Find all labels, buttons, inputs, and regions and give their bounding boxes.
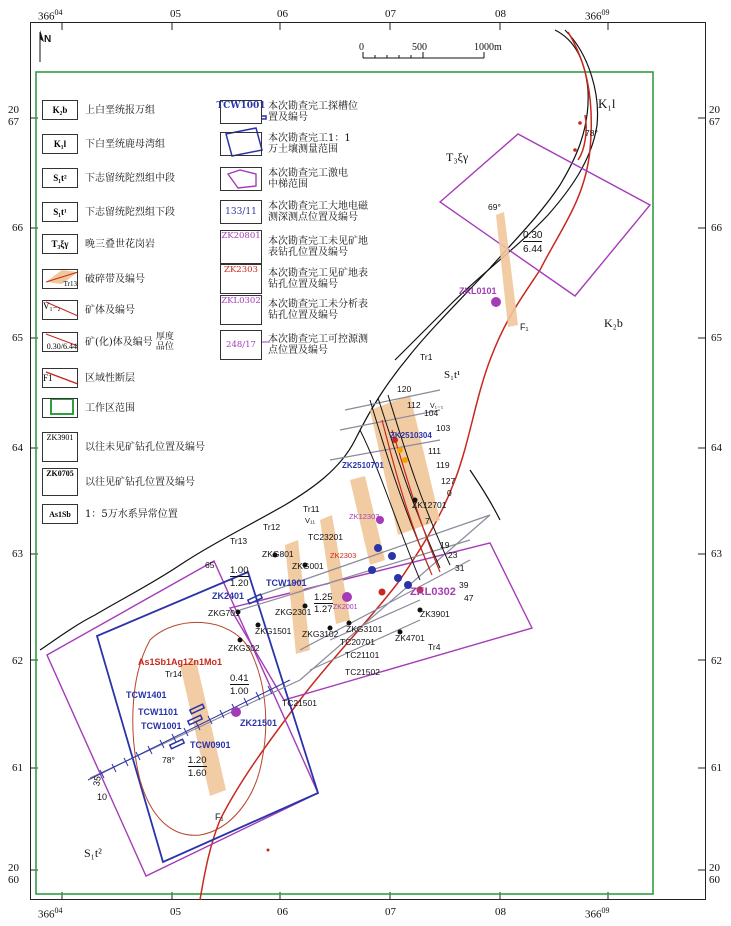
label-f1-north: F₁ [520,322,529,332]
grid-bottom-06: 06 [277,906,288,918]
grid-right-60: 20 60 [709,862,720,886]
label-dip-78a: 78° [585,128,598,138]
label-tcw1401: TCW1401 [126,690,167,700]
grid-bottom-right: $366^{09}$ [585,906,610,921]
legend-item-csamt-point: 248/17 本次勘查完工可控源测点位置及编号 [220,330,368,360]
legend-symbol: ZK20801 [220,230,262,264]
grid-right-64: 64 [711,442,722,454]
legend-symbol: K₁l [42,134,78,154]
legend-symbol: As1Sb [42,504,78,524]
label-0: 0 [447,488,452,498]
legend-item-trench: TCW1001 本次勘查完工探槽位置及编号 [216,101,358,123]
label-k1l: K₁l [598,96,616,111]
label-tcw0901: TCW0901 [190,740,231,750]
label-zk2001: ZK2001 [333,604,358,611]
legend-symbol: V₁₋₂ [42,300,78,320]
grid-bottom-07: 07 [385,906,396,918]
label-zkg2301: ZKG2301 [275,607,312,617]
label-47: 47 [464,593,474,603]
label-zk12701: ZK12701 [412,500,447,510]
grid-top-05: 05 [170,8,181,20]
grid-right-61: 61 [711,762,722,774]
label-tr13: Tr13 [230,536,248,546]
legend-symbol [220,132,262,156]
grid-top-prefix: $366^{04}$ [38,8,63,23]
legend-symbol: 248/17 [220,330,262,360]
label-zk3901: ZK3901 [420,609,450,619]
label-zkg001: ZKG001 [292,561,324,571]
grid-left-66: 66 [12,222,23,234]
grid-left-65: 65 [12,332,23,344]
grid-left-61: 61 [12,762,23,774]
legend-item-work-area: 工作区范围 [42,396,135,420]
label-grade-160: 1.60 [188,768,207,779]
label-119: 119 [436,460,450,470]
label-f1-south: F₁ [215,812,224,822]
label-zk2510701: ZK2510701 [342,461,384,470]
label-39: 39 [459,580,469,590]
legend-item-granite: T₃ξγ 晚三叠世花岗岩 [42,232,155,256]
label-10: 10 [97,792,108,802]
label-65: 65 [205,560,215,570]
label-dip-69: 69° [488,202,501,212]
label-zk2510304: ZK2510304 [390,431,432,440]
legend-item-orebody: V₁₋₂ 矿体及编号 [42,298,135,322]
label-tc23201: TC23201 [308,532,343,542]
grid-bottom-05: 05 [170,906,181,918]
label-tcw1101: TCW1101 [138,707,179,717]
ip-survey-area-ne [440,134,650,296]
label-s1t2: S₁t² [84,846,102,860]
label-120: 120 [397,384,412,394]
label-127: 127 [441,476,456,486]
label-112: 112 [407,400,421,410]
label-tc21101: TC21101 [345,650,380,660]
label-111: 111 [428,446,441,456]
label-thick-100: 1.00 [230,565,249,576]
legend-symbol: TCW1001 [220,100,262,124]
legend-item-s1t2: S₁t² 下志留统陀烈组中段 [42,166,175,190]
label-dip-78b: 78° [162,755,175,765]
legend-symbol: ZK3901 [42,432,78,462]
label-zk21501: ZK21501 [240,718,278,728]
label-zk12303: ZK12303 [349,512,380,521]
label-zk4701: ZK4701 [395,633,425,643]
label-tr11: Tr11 [303,504,320,514]
legend-item-mineralized: 0.30/6.44 矿(化)体及编号 厚度 品位 [42,330,174,354]
label-tr4: Tr4 [428,642,441,652]
label-zk2303: ZK2303 [330,551,357,560]
grid-top-07: 07 [385,8,396,20]
legend-symbol: T₃ξγ [42,234,78,254]
grid-right-65: 65 [711,332,722,344]
legend-symbol: 133/11 [220,200,262,224]
label-s1t1: S₁t¹ [444,369,461,381]
legend-symbol [220,167,262,191]
label-tr12: Tr12 [263,522,281,532]
label-v1: V₁₋₁ [430,403,444,410]
legend-item-new-barren-hole: ZK20801 本次勘查完工未见矿地表钻孔位置及编号 [220,230,368,264]
label-tc20701: TC20701 [340,637,375,647]
legend-symbol: ZKL0302 [220,295,262,325]
grid-left-62: 62 [12,655,23,667]
grid-bottom-08: 08 [495,906,506,918]
label-thick-120b: 1.20 [188,755,207,766]
label-103: 103 [436,423,451,433]
label-tcw1001: TCW1001 [141,721,182,731]
legend-symbol [42,398,78,418]
grid-right-67: 20 67 [709,104,720,128]
label-t3-granite: T₃ξγ [446,150,469,164]
legend-item-soil-survey: 本次勘查完工1：1万土壤测量范围 [220,130,360,158]
label-grade-127: 1.27 [314,604,333,615]
grid-left-67: 20 67 [8,104,19,128]
legend-item-fault: F1 区域性断层 [42,366,135,390]
scale-zero: 0 [359,42,364,53]
legend-item-mt-point: 133/11 本次勘查完工大地电磁测深测点位置及编号 [220,198,368,226]
label-tr1: Tr1 [420,352,433,362]
legend-symbol: F1 [42,368,78,388]
grid-right-62: 62 [711,655,722,667]
legend-symbol: S₁t² [42,168,78,188]
label-thick-041: 0.41 [230,673,249,684]
legend-symbol: ZK2303 [220,264,262,294]
label-anomaly: As1Sb1Ag1Zn1Mo1 [138,657,223,667]
legend-symbol: K₂b [42,100,78,120]
label-19: 19 [440,540,450,550]
scale-end: 1000m [474,42,502,53]
legend-symbol: 0.30/6.44 [42,332,78,352]
label-zkg801: ZKG801 [262,549,294,559]
grid-left-64: 64 [12,442,23,454]
grid-left-60: 20 60 [8,862,19,886]
legend-item-unanalyzed-hole: ZKL0302 本次勘查完工未分析表钻孔位置及编号 [220,295,368,325]
grid-left-63: 63 [12,548,23,560]
label-104: 104 [424,408,439,418]
label-zkl0101: ZKL0101 [459,286,497,296]
legend-item-fracture: Tr13 破碎带及编号 [42,267,145,291]
label-zkg302: ZKG302 [228,643,260,653]
label-v11: V₁₁ [305,516,316,525]
label-zk2401: ZK2401 [212,591,245,601]
label-zkg1501: ZKG1501 [255,626,292,636]
label-k2b: K₂b [604,316,623,330]
label-zkg3101: ZKG3101 [346,624,383,634]
label-thick-125: 1.25 [314,592,333,603]
legend-item-old-ore-hole: ZK0705 以往见矿钻孔位置及编号 [42,468,195,496]
label-zkg701: ZKG701 [208,608,240,618]
label-tc21502: TC21502 [345,667,380,677]
label-grade-100b: 1.00 [230,686,249,697]
label-tr14: Tr14 [165,669,183,679]
label-grade-120: 1.20 [230,578,249,589]
legend-symbol: ZK0705 [42,468,78,496]
grid-top-08: 08 [495,8,506,20]
legend-item-ip-survey: 本次勘查完工激电中梯范围 [220,165,348,193]
label-tcw1901: TCW1901 [266,578,307,588]
grid-top-06: 06 [277,8,288,20]
grid-right-66: 66 [711,222,722,234]
legend-symbol: Tr13 [42,269,78,289]
legend-item-old-barren-hole: ZK3901 以往未见矿钻孔位置及编号 [42,432,205,462]
legend-symbol: S₁t¹ [42,202,78,222]
label-ore-thickness: 0.30 [523,230,543,241]
legend-item-new-ore-hole: ZK2303 本次勘查完工见矿地表钻孔位置及编号 [220,264,368,294]
grid-bottom-prefix: $366^{04}$ [38,906,63,921]
legend-item-k2b: K₂b 上白垩统报万组 [42,98,155,122]
label-7: 7 [425,516,430,526]
label-31: 31 [455,563,465,573]
label-ore-grade: 6.44 [523,244,543,255]
label-23: 23 [448,550,458,560]
north-label: N [44,34,52,45]
legend-item-stream-anomaly: As1Sb 1：5万水系异常位置 [42,502,178,526]
legend-item-s1t1: S₁t¹ 下志留统陀烈组下段 [42,200,175,224]
label-zkl0302: ZKL0302 [410,586,456,598]
legend-item-k1l: K₁l 下白垩统鹿母湾组 [42,132,165,156]
label-tc21501: TC21501 [282,698,317,708]
scale-mid: 500 [412,42,427,53]
grid-right-63: 63 [711,548,722,560]
label-35: 35 [91,775,103,787]
label-zkg3102: ZKG3102 [302,629,339,639]
grid-top-right: $366^{09}$ [585,8,610,23]
